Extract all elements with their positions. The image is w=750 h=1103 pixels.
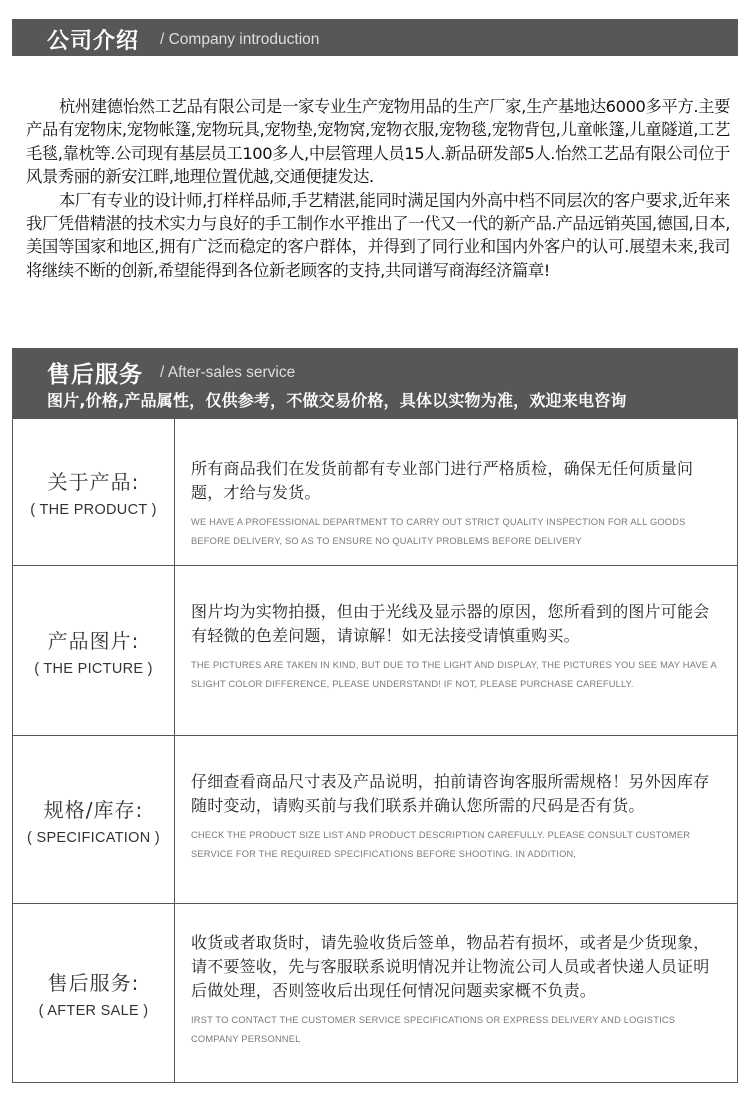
intro-paragraph: 本厂有专业的设计师,打样样品师,手艺精湛,能同时满足国内外高中档不同层次的客户要求,近年来我厂凭借精湛的技术实力与良好的手工制作水平推出了一代又一代的新产品.产品远销英国,德国,日本,美国等国家和地区,拥有广泛而稳定的客户群体，并得到了同行业和国内外客户的认可.展望未来,我司将继续不断的创新,希望能得到各位新老顾客的支持,共同谱写商海经济篇章! xyxy=(26,190,730,280)
company-intro-title: 公司介绍 xyxy=(47,29,140,54)
service-label-cell xyxy=(13,419,175,565)
service-text-zh: 收货或者取货时，请先验收货后签单，物品若有损坏，或者是少货现象，请不要签收，先与客服联系说明情况并让物流公司人员或者快递人员证明后做处理，否则签收后出现任何情况问题卖家概不负责。 xyxy=(191,933,710,1000)
service-label: 关于产品: xyxy=(47,470,140,494)
service-text-zh: 仔细查看商品尺寸表及产品说明，拍前请咨询客服所需规格！另外因库存随时变动，请购买前与我们联系并确认您所需的尺码是否有货。 xyxy=(191,772,710,815)
after-sales-subtitle: / After-sales service xyxy=(160,364,296,381)
service-text-en: THE PICTURES ARE TAKEN IN KIND, BUT DUE TO THE LIGHT AND DISPLAY, THE PICTURES YOU SEE MAY HAVE A SLIGHT COLOR DIFFERENCE, PLEASE UNDERSTAND! IF NOT, PLEASE PURCHASE CAREFULLY. xyxy=(191,660,717,689)
service-label-en: ( AFTER SALE ) xyxy=(38,1003,149,1019)
service-label: 售后服务: xyxy=(47,971,140,995)
service-text-zh: 所有商品我们在发货前都有专业部门进行严格质检，确保无任何质量问题，才给与发货。 xyxy=(191,459,694,502)
after-sales-note: 图片,价格,产品属性，仅供参考，不做交易价格，具体以实物为准，欢迎来电咨询 xyxy=(47,391,627,410)
service-label-en: ( THE PRODUCT ) xyxy=(30,502,157,518)
service-row-specification xyxy=(13,736,737,904)
service-label-cell xyxy=(13,904,175,1082)
service-label-en: ( SPECIFICATION ) xyxy=(27,829,160,846)
service-text-zh: 图片均为实物拍摄，但由于光线及显示器的原因，您所看到的图片可能会有轻微的色差问题，请谅解！如无法接受请慎重购买。 xyxy=(191,602,710,645)
after-sales-table xyxy=(12,418,738,1083)
service-text-en: WE HAVE A PROFESSIONAL DEPARTMENT TO CARRY OUT STRICT QUALITY INSPECTION FOR ALL GOODS BEFORE DELIVERY, SO AS TO ENSURE NO QUALITY PROBLEMS BEFORE DELIVERY xyxy=(191,517,686,546)
intro-paragraph: 杭州建德怡然工艺品有限公司是一家专业生产宠物用品的生产厂家,生产基地达6000多平方.主要产品有宠物床,宠物帐篷,宠物玩具,宠物垫,宠物窝,宠物衣服,宠物毯,宠物背包,儿童帐篷,儿童隧道,工艺毛毯,靠枕等.公司现有基层员工100多人,中层管理人员15人.新品研发部5人.怡然工艺品有限公司位于风景秀丽的新安江畔,地理位置优越,交通便捷发达. xyxy=(26,97,730,187)
service-label-cell xyxy=(13,566,175,735)
after-sales-header xyxy=(12,348,738,418)
service-content xyxy=(191,457,723,550)
service-label: 产品图片: xyxy=(47,628,140,653)
service-content xyxy=(191,770,723,863)
after-sales-title: 售后服务 xyxy=(47,362,143,388)
service-content xyxy=(191,600,723,693)
company-intro-header xyxy=(12,19,738,56)
company-intro-text xyxy=(26,95,730,282)
service-text-en: IRST TO CONTACT THE CUSTOMER SERVICE SPECIFICATIONS OR EXPRESS DELIVERY AND LOGISTICS COMPANY PERSONNEL xyxy=(191,1015,676,1044)
service-row-after-sale xyxy=(13,904,737,1082)
service-label-cell xyxy=(13,736,175,903)
service-text-en: CHECK THE PRODUCT SIZE LIST AND PRODUCT DESCRIPTION CAREFULLY. PLEASE CONSULT CUSTOMER SERVICE FOR THE REQUIRED SPECIFICATIONS BEFORE SHOOTING. IN ADDITION, xyxy=(191,830,691,859)
service-row-product xyxy=(13,419,737,566)
service-row-picture xyxy=(13,566,737,736)
company-intro-subtitle: / Company introduction xyxy=(160,31,320,48)
service-label-en: ( THE PICTURE ) xyxy=(34,660,153,677)
service-content xyxy=(191,931,723,1048)
service-label: 规格/库存: xyxy=(43,797,144,822)
